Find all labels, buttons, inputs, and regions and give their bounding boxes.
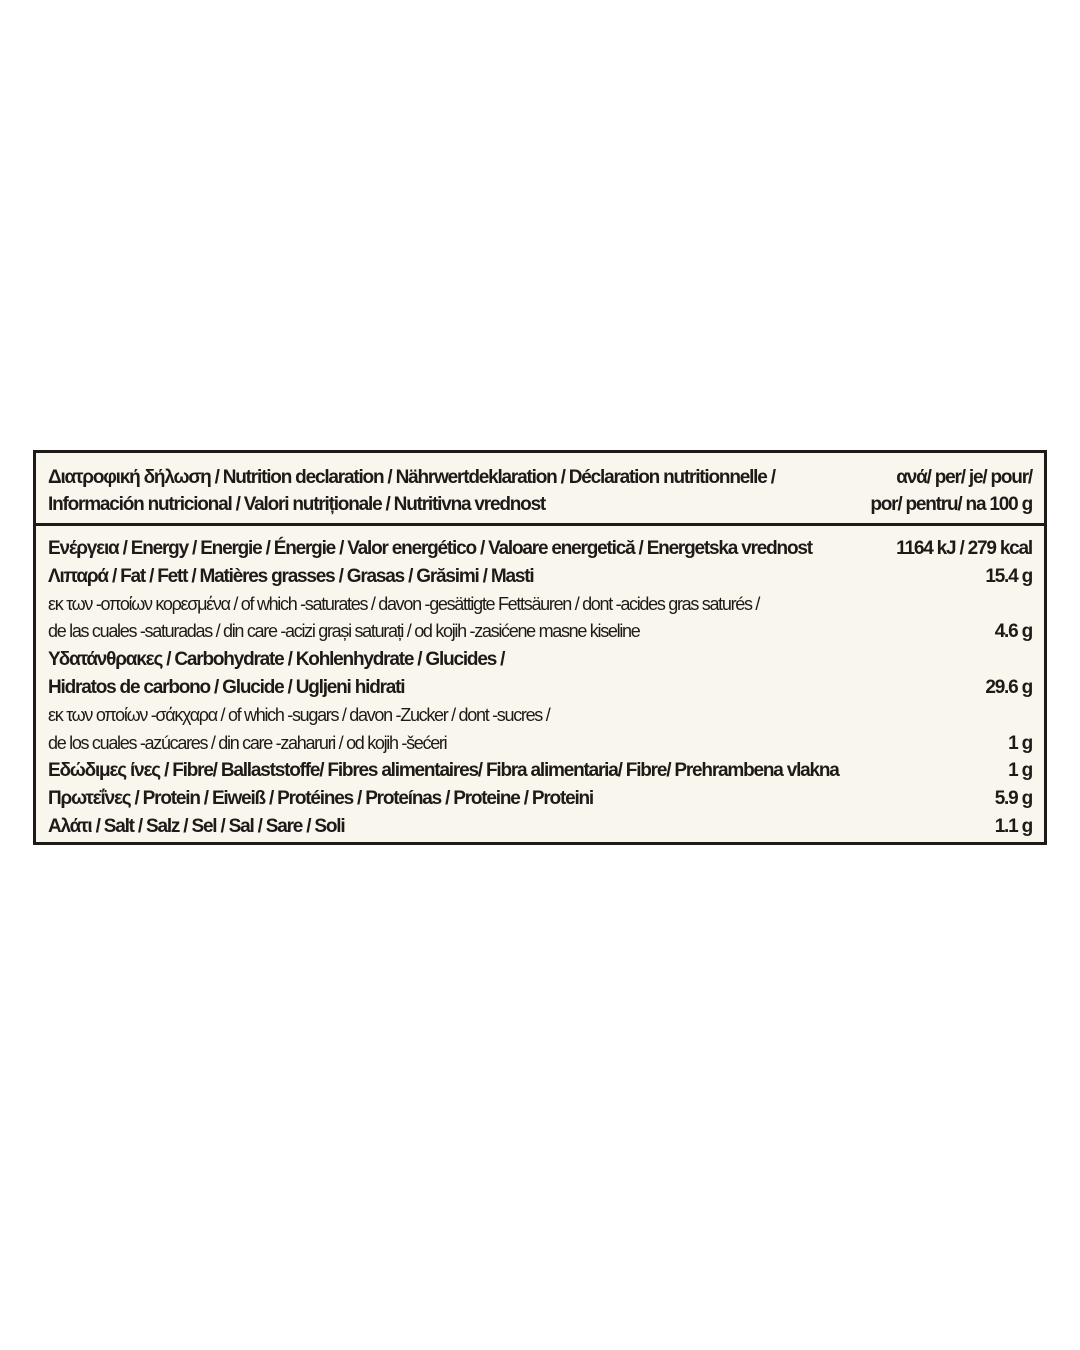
row-value: 1 g <box>1008 732 1032 754</box>
row-label: Hidratos de carbono / Glucide / Ugljeni hidrati <box>48 676 405 698</box>
row-carbohydrate-line-2 <box>36 674 1044 702</box>
header-title-line-1: Διατροφική δήλωση / Nutrition declaration / Nährwertdeklaration / Déclaration nutritionnelle / <box>48 467 775 488</box>
row-value: 4.6 g <box>994 621 1032 643</box>
nutrition-header <box>36 453 1044 526</box>
row-label: Υδατάνθρακες / Carbohydrate / Kohlenhydrate / Glucides / <box>48 649 505 671</box>
row-label: de los cuales -azúcares / din care -zaharuri / od kojih -šećeri <box>48 732 447 753</box>
row-saturates-line-2 <box>36 618 1044 646</box>
row-value: 15.4 g <box>985 565 1032 587</box>
header-unit <box>832 464 1032 518</box>
header-unit-line-2: por/ pentru/ na 100 g <box>870 494 1032 515</box>
row-fibre <box>36 757 1044 785</box>
row-label: εκ των οποίων -σάκχαρα / of which -sugars / davon -Zucker / dont -sucres / <box>48 704 550 725</box>
row-value: 5.9 g <box>994 788 1032 810</box>
row-label: Εδώδιμες ίνες / Fibre/ Ballaststoffe/ Fibres alimentaires/ Fibra alimentaria/ Fibre/ Prehrambena vlakna <box>48 760 839 782</box>
row-carbohydrate-line-1 <box>36 646 1044 674</box>
row-saturates-line-1 <box>36 591 1044 619</box>
row-sugars-line-1 <box>36 702 1044 730</box>
row-salt <box>36 813 1044 841</box>
row-value: 29.6 g <box>985 676 1032 698</box>
row-energy <box>36 535 1044 563</box>
row-value: 1 g <box>1008 760 1032 782</box>
row-label: Πρωτεΐνες / Protein / Eiweiß / Protéines / Proteínas / Proteine / Proteini <box>48 788 594 810</box>
row-protein <box>36 785 1044 813</box>
header-unit-line-1: ανά/ per/ je/ pour/ <box>896 467 1032 488</box>
row-label: Αλάτι / Salt / Salz / Sel / Sal / Sare / Soli <box>48 815 345 837</box>
row-sugars-line-2 <box>36 730 1044 758</box>
header-title <box>48 464 868 518</box>
nutrition-rows <box>36 535 1044 841</box>
row-label: Λιπαρά / Fat / Fett / Matières grasses / Grasas / Grăsimi / Masti <box>48 565 534 587</box>
row-label: Ενέργεια / Energy / Energie / Énergie / Valor energético / Valoare energetică / Energetska vrednost <box>48 538 812 559</box>
row-value: 1164 kJ / 279 kcal <box>896 538 1032 559</box>
row-value: 1.1 g <box>994 815 1032 837</box>
header-title-line-2: Información nutricional / Valori nutriționale / Nutritivna vrednost <box>48 494 546 515</box>
row-label: εκ των -οποίων κορεσμένα / of which -saturates / davon -gesättigte Fettsäuren / dont -acides gras saturés / <box>48 593 760 614</box>
row-label: de las cuales -saturadas / din care -acizi grași saturați / od kojih -zasićene masne kiseline <box>48 621 640 642</box>
nutrition-label <box>33 450 1047 845</box>
row-fat <box>36 563 1044 591</box>
